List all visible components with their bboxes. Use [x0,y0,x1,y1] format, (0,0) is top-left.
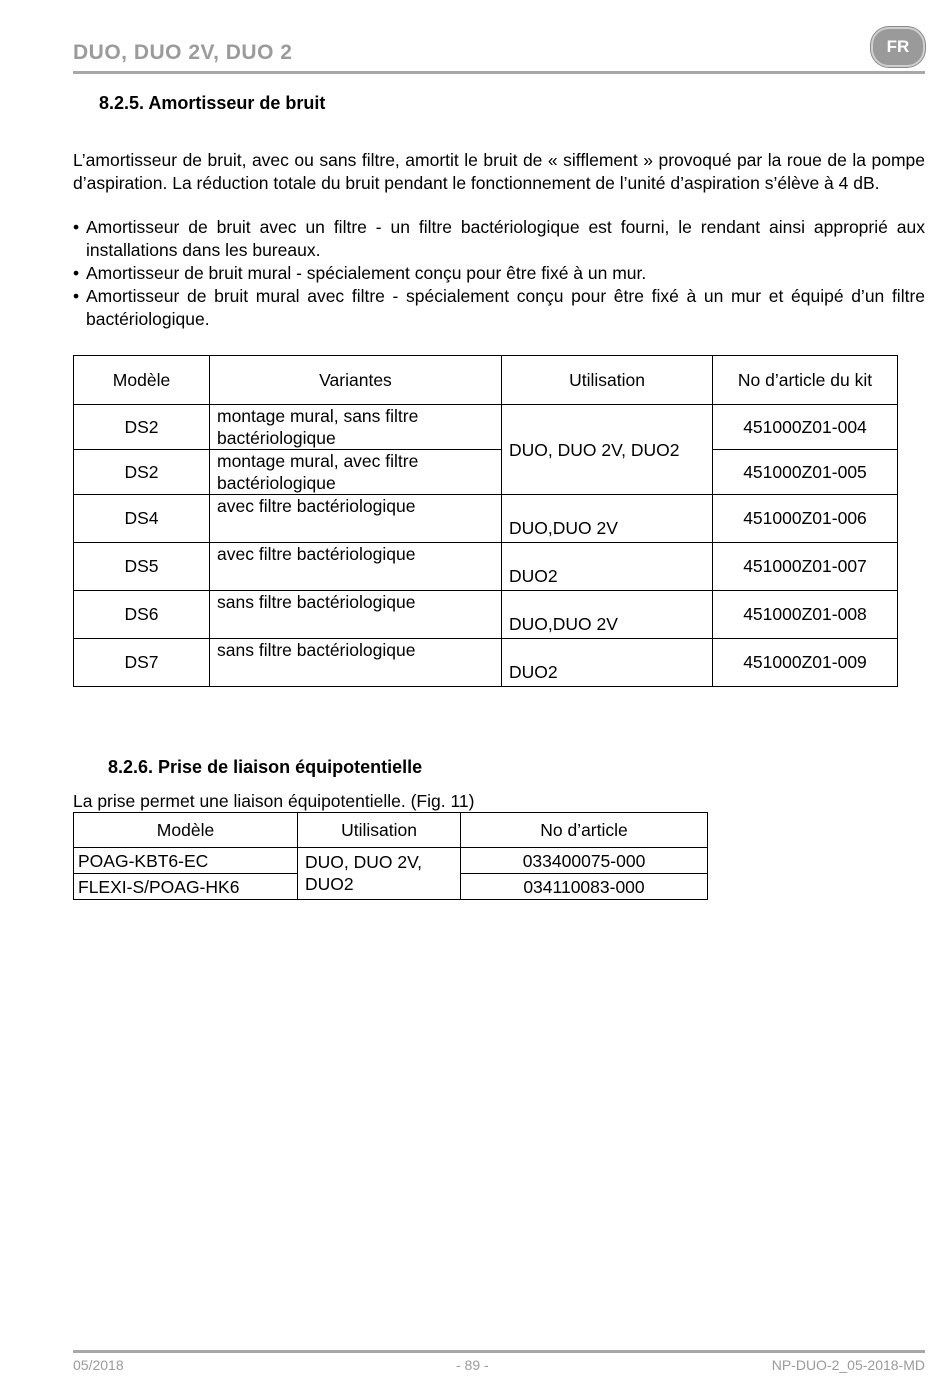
cell-article: 034110083-000 [461,874,708,900]
cell-variant: sans filtre bactériologique [210,591,502,639]
header-divider [73,71,925,74]
table-row [74,848,708,874]
cell-variant: sans filtre bactériologique [210,639,502,687]
cell-usage: DUO,DUO 2V [502,591,713,639]
cell-usage: DUO,DUO 2V [502,495,713,543]
column-header-model: Modèle [74,813,298,848]
table-header-row [74,356,898,405]
column-header-variants: Variantes [210,356,502,405]
cell-usage: DUO, DUO 2V, DUO2 [298,848,461,900]
cell-usage: DUO, DUO 2V, DUO2 [502,405,713,495]
table-row [74,450,898,495]
cell-variant: avec filtre bactériologique [210,495,502,543]
table-row [74,405,898,450]
cell-article: 033400075-000 [461,848,708,874]
bullet-dot-icon: • [73,263,80,283]
cell-model: DS2 [74,405,210,450]
column-header-usage: Utilisation [298,813,461,848]
cell-variant: montage mural, sans filtre bactériologique [210,405,502,450]
table-header-row [74,813,708,848]
cell-usage: DUO2 [502,543,713,591]
cell-model: DS4 [74,495,210,543]
table-row [74,591,898,639]
section-intro-equipotential: La prise permet une liaison équipotentielle. (Fig. 11) [73,791,475,811]
cell-article: 451000Z01-006 [713,495,898,543]
table-row [74,543,898,591]
bullet-item: • Amortisseur de bruit mural - spécialement conçu pour être fixé à un mur. [73,263,647,283]
cell-variant: avec filtre bactériologique [210,543,502,591]
cell-article: 451000Z01-007 [713,543,898,591]
language-badge: FR [871,27,925,67]
column-header-article: No d’article [461,813,708,848]
cell-article: 451000Z01-005 [713,450,898,495]
column-header-model: Modèle [74,356,210,405]
cell-model: DS6 [74,591,210,639]
document-title: DUO, DUO 2V, DUO 2 [73,41,293,64]
footer-divider [73,1350,925,1353]
cell-usage: DUO2 [502,639,713,687]
section-heading-equipotential: 8.2.6. Prise de liaison équipotentielle [108,757,423,777]
cell-model: FLEXI-S/POAG-HK6 [74,874,298,900]
bullet-dot-icon: • [73,286,80,306]
cell-article: 451000Z01-004 [713,405,898,450]
bullet-item: • Amortisseur de bruit avec un filtre - un filtre bactériologique est fourni, le rendant ainsi approprié aux installations dans les bureaux. [73,217,925,260]
cell-article: 451000Z01-009 [713,639,898,687]
column-header-kit-article: No d’article du kit [713,356,898,405]
footer-document-reference: NP-DUO-2_05-2018-MD [771,1357,925,1373]
cell-model: POAG-KBT6-EC [74,848,298,874]
cell-variant: montage mural, avec filtre bactériologique [210,450,502,495]
cell-article: 451000Z01-008 [713,591,898,639]
noise-damper-table [73,355,898,687]
table-row [74,495,898,543]
bullet-dot-icon: • [73,217,80,237]
cell-model: DS7 [74,639,210,687]
equipotential-table [73,812,708,900]
feature-bullet-list [73,216,925,331]
cell-model: DS5 [74,543,210,591]
section-heading-noise-damper: 8.2.5. Amortisseur de bruit [99,93,326,113]
section-intro-noise-damper: L’amortisseur de bruit, avec ou sans filtre, amortit le bruit de « sifflement » provoqué par la roue de la pompe d’aspiration. La réduction totale du bruit pendant le fonctionnement de l’unité d’aspiration s’élève à 4 dB. [73,150,925,193]
column-header-usage: Utilisation [502,356,713,405]
page-number: - 89 - [456,1357,489,1373]
bullet-item: • Amortisseur de bruit mural avec filtre - spécialement conçu pour être fixé à un mur et équipé d’un filtre bactériologique. [73,286,925,329]
table-row [74,639,898,687]
cell-model: DS2 [74,450,210,495]
footer-date: 05/2018 [73,1357,124,1373]
